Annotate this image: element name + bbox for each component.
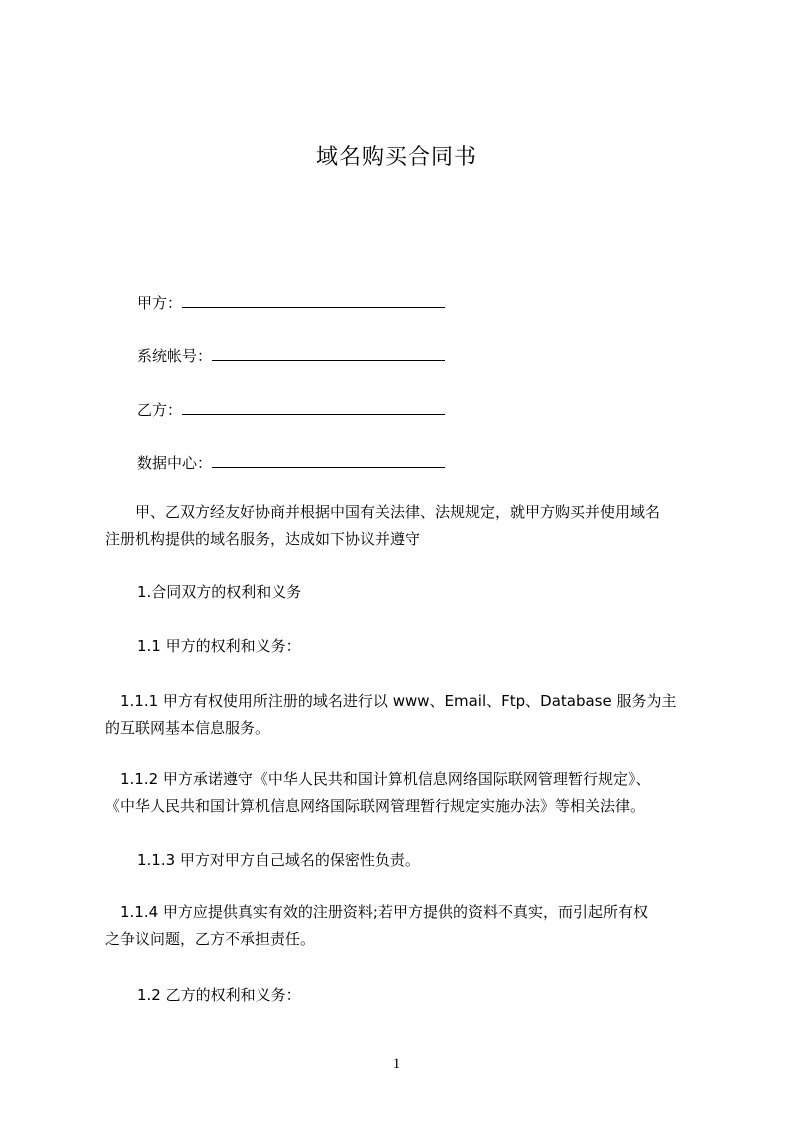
section-1-2-heading: 1.2 乙方的权利和义务：	[137, 986, 301, 1004]
intro-line-1: 甲、乙双方经友好协商并根据中国有关法律、法规规定，就甲方购买并使用域名	[105, 503, 661, 521]
clause-1-1-1-line-2: 的互联网基本信息服务。	[105, 719, 271, 737]
clause-1-1-4-line-1: 1.1.4 甲方应提供真实有效的注册资料;若甲方提供的资料不真实，而引起所有权	[105, 903, 648, 921]
clause-1-1-4	[105, 899, 700, 953]
system-account-label: 系统帐号：	[137, 347, 213, 365]
system-account-blank-line	[212, 344, 445, 361]
clause-1-1-2-line-1: 1.1.2 甲方承诺遵守《中华人民共和国计算机信息网络国际联网管理暂行规定》、	[105, 770, 651, 788]
data-center-label: 数据中心：	[137, 454, 213, 472]
intro-paragraph	[105, 499, 700, 553]
party-a-blank-line	[182, 291, 445, 308]
clause-1-1-2	[105, 766, 700, 820]
document-title: 域名购买合同书	[315, 145, 477, 170]
intro-line-2: 注册机构提供的域名服务，达成如下协议并遵守	[105, 530, 421, 548]
party-a-field	[137, 291, 445, 313]
clause-1-1-2-line-2: 《中华人民共和国计算机信息网络国际联网管理暂行规定实施办法》等相关法律。	[105, 797, 646, 815]
clause-1-1-1	[105, 688, 700, 742]
section-1-1-heading: 1.1 甲方的权利和义务：	[137, 637, 301, 655]
data-center-blank-line	[212, 451, 445, 468]
page-number: 1	[392, 1056, 401, 1072]
data-center-field	[137, 451, 445, 473]
party-a-label: 甲方：	[137, 294, 183, 312]
party-b-blank-line	[182, 398, 445, 415]
clause-1-1-4-line-2: 之争议问题，乙方不承担责任。	[105, 930, 316, 948]
system-account-field	[137, 344, 445, 366]
section-1-heading: 1.合同双方的权利和义务	[137, 583, 302, 601]
party-b-field	[137, 398, 445, 420]
clause-1-1-1-line-1: 1.1.1 甲方有权使用所注册的域名进行以 www、Email、Ftp、Database 服务为主	[105, 692, 677, 710]
party-b-label: 乙方：	[137, 401, 183, 419]
clause-1-1-3: 1.1.3 甲方对甲方自己域名的保密性负责。	[137, 851, 420, 869]
